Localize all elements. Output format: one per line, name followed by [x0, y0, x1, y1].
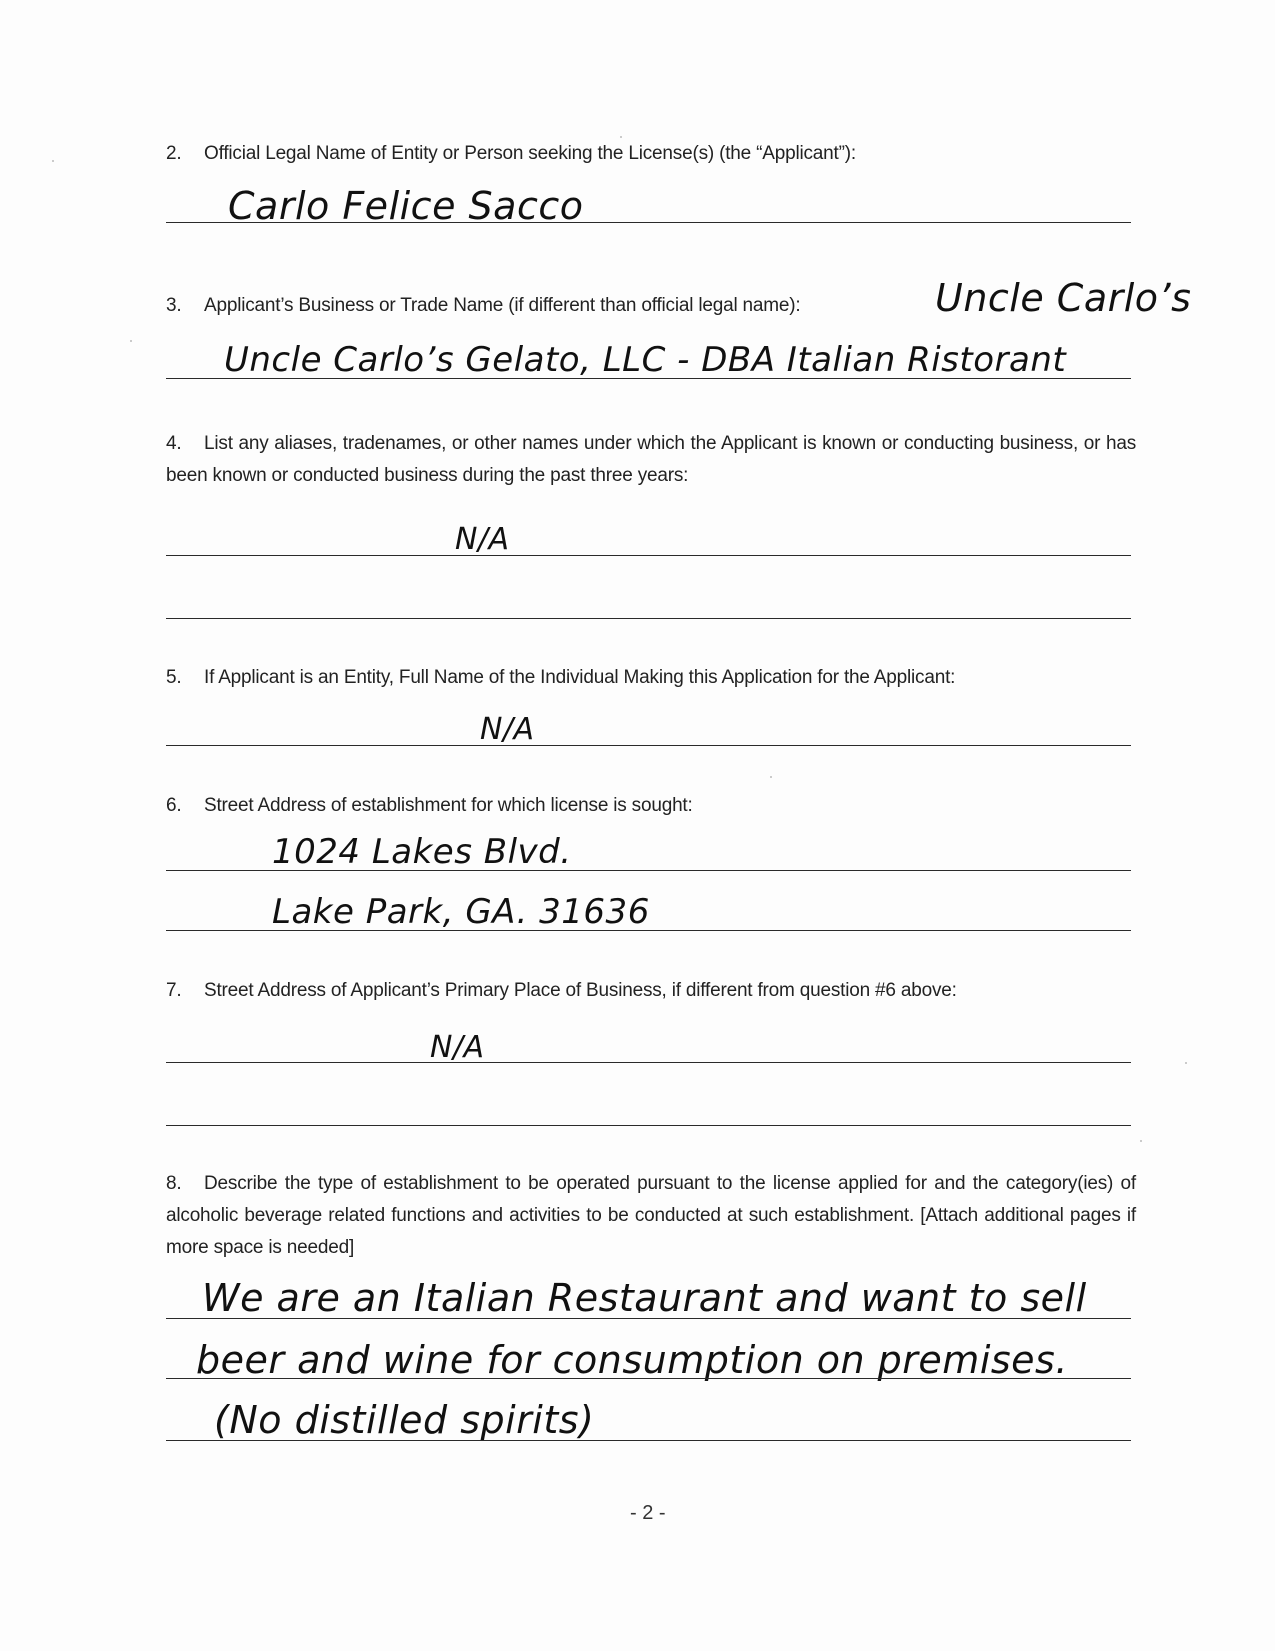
question-8-answer-line-3[interactable]: (No distilled spirits): [214, 1398, 595, 1442]
question-3-answer-inline[interactable]: Uncle Carlo’s: [935, 276, 1192, 320]
scan-speck: [620, 136, 622, 138]
question-2-answer[interactable]: Carlo Felice Sacco: [228, 184, 584, 228]
question-8-label: 8. Describe the type of establishment to be operated pursuant to the license applied for and the category(ies) of alcoholic beverage related functions and activities to be conducted at such establishment. [Attach additional pages if more space is needed]: [166, 1173, 1136, 1258]
answer-line: [166, 222, 1131, 223]
question-8-answer-line-2[interactable]: beer and wine for consumption on premises.: [196, 1338, 1068, 1382]
answer-line: [166, 1318, 1131, 1319]
question-6-label: 6. Street Address of establishment for which license is sought:: [166, 795, 693, 816]
answer-line: [166, 1378, 1131, 1379]
answer-line: [166, 378, 1131, 379]
answer-line: [166, 555, 1131, 556]
question-8-answer-line-1[interactable]: We are an Italian Restaurant and want to sell: [202, 1276, 1087, 1320]
scan-speck: [1140, 1140, 1142, 1142]
question-number: 2.: [166, 143, 182, 164]
question-4-label: 4. List any aliases, tradenames, or other names under which the Applicant is known or conducting business, or has been known or conducted business during the past three years:: [166, 433, 1136, 486]
question-6-answer-line-1[interactable]: 1024 Lakes Blvd.: [272, 832, 572, 872]
page-number: - 2 -: [630, 1502, 666, 1524]
answer-line: [166, 1125, 1131, 1126]
question-7-answer[interactable]: N/A: [430, 1030, 485, 1065]
question-3-answer[interactable]: Uncle Carlo’s Gelato, LLC - DBA Italian Ristorant: [224, 340, 1067, 380]
question-5-label: 5. If Applicant is an Entity, Full Name of the Individual Making this Application for the Applicant:: [166, 667, 956, 688]
answer-line: [166, 745, 1131, 746]
question-5-answer[interactable]: N/A: [480, 712, 535, 747]
question-4-answer[interactable]: N/A: [455, 522, 510, 557]
scan-speck: [1185, 1062, 1187, 1064]
question-3-label: 3. Applicant’s Business or Trade Name (if different than official legal name):: [166, 295, 801, 316]
scan-speck: [770, 776, 772, 778]
answer-line: [166, 1062, 1131, 1063]
question-6-answer-line-2[interactable]: Lake Park, GA. 31636: [272, 892, 650, 932]
answer-line: [166, 930, 1131, 931]
question-7-label: 7. Street Address of Applicant’s Primary Place of Business, if different from question #6 above:: [166, 980, 957, 1001]
question-2-label: 2. Official Legal Name of Entity or Person seeking the License(s) (the “Applicant”):: [166, 138, 856, 170]
scan-speck: [130, 340, 132, 342]
answer-line: [166, 618, 1131, 619]
answer-line: [166, 870, 1131, 871]
scan-speck: [52, 160, 54, 162]
answer-line: [166, 1440, 1131, 1441]
